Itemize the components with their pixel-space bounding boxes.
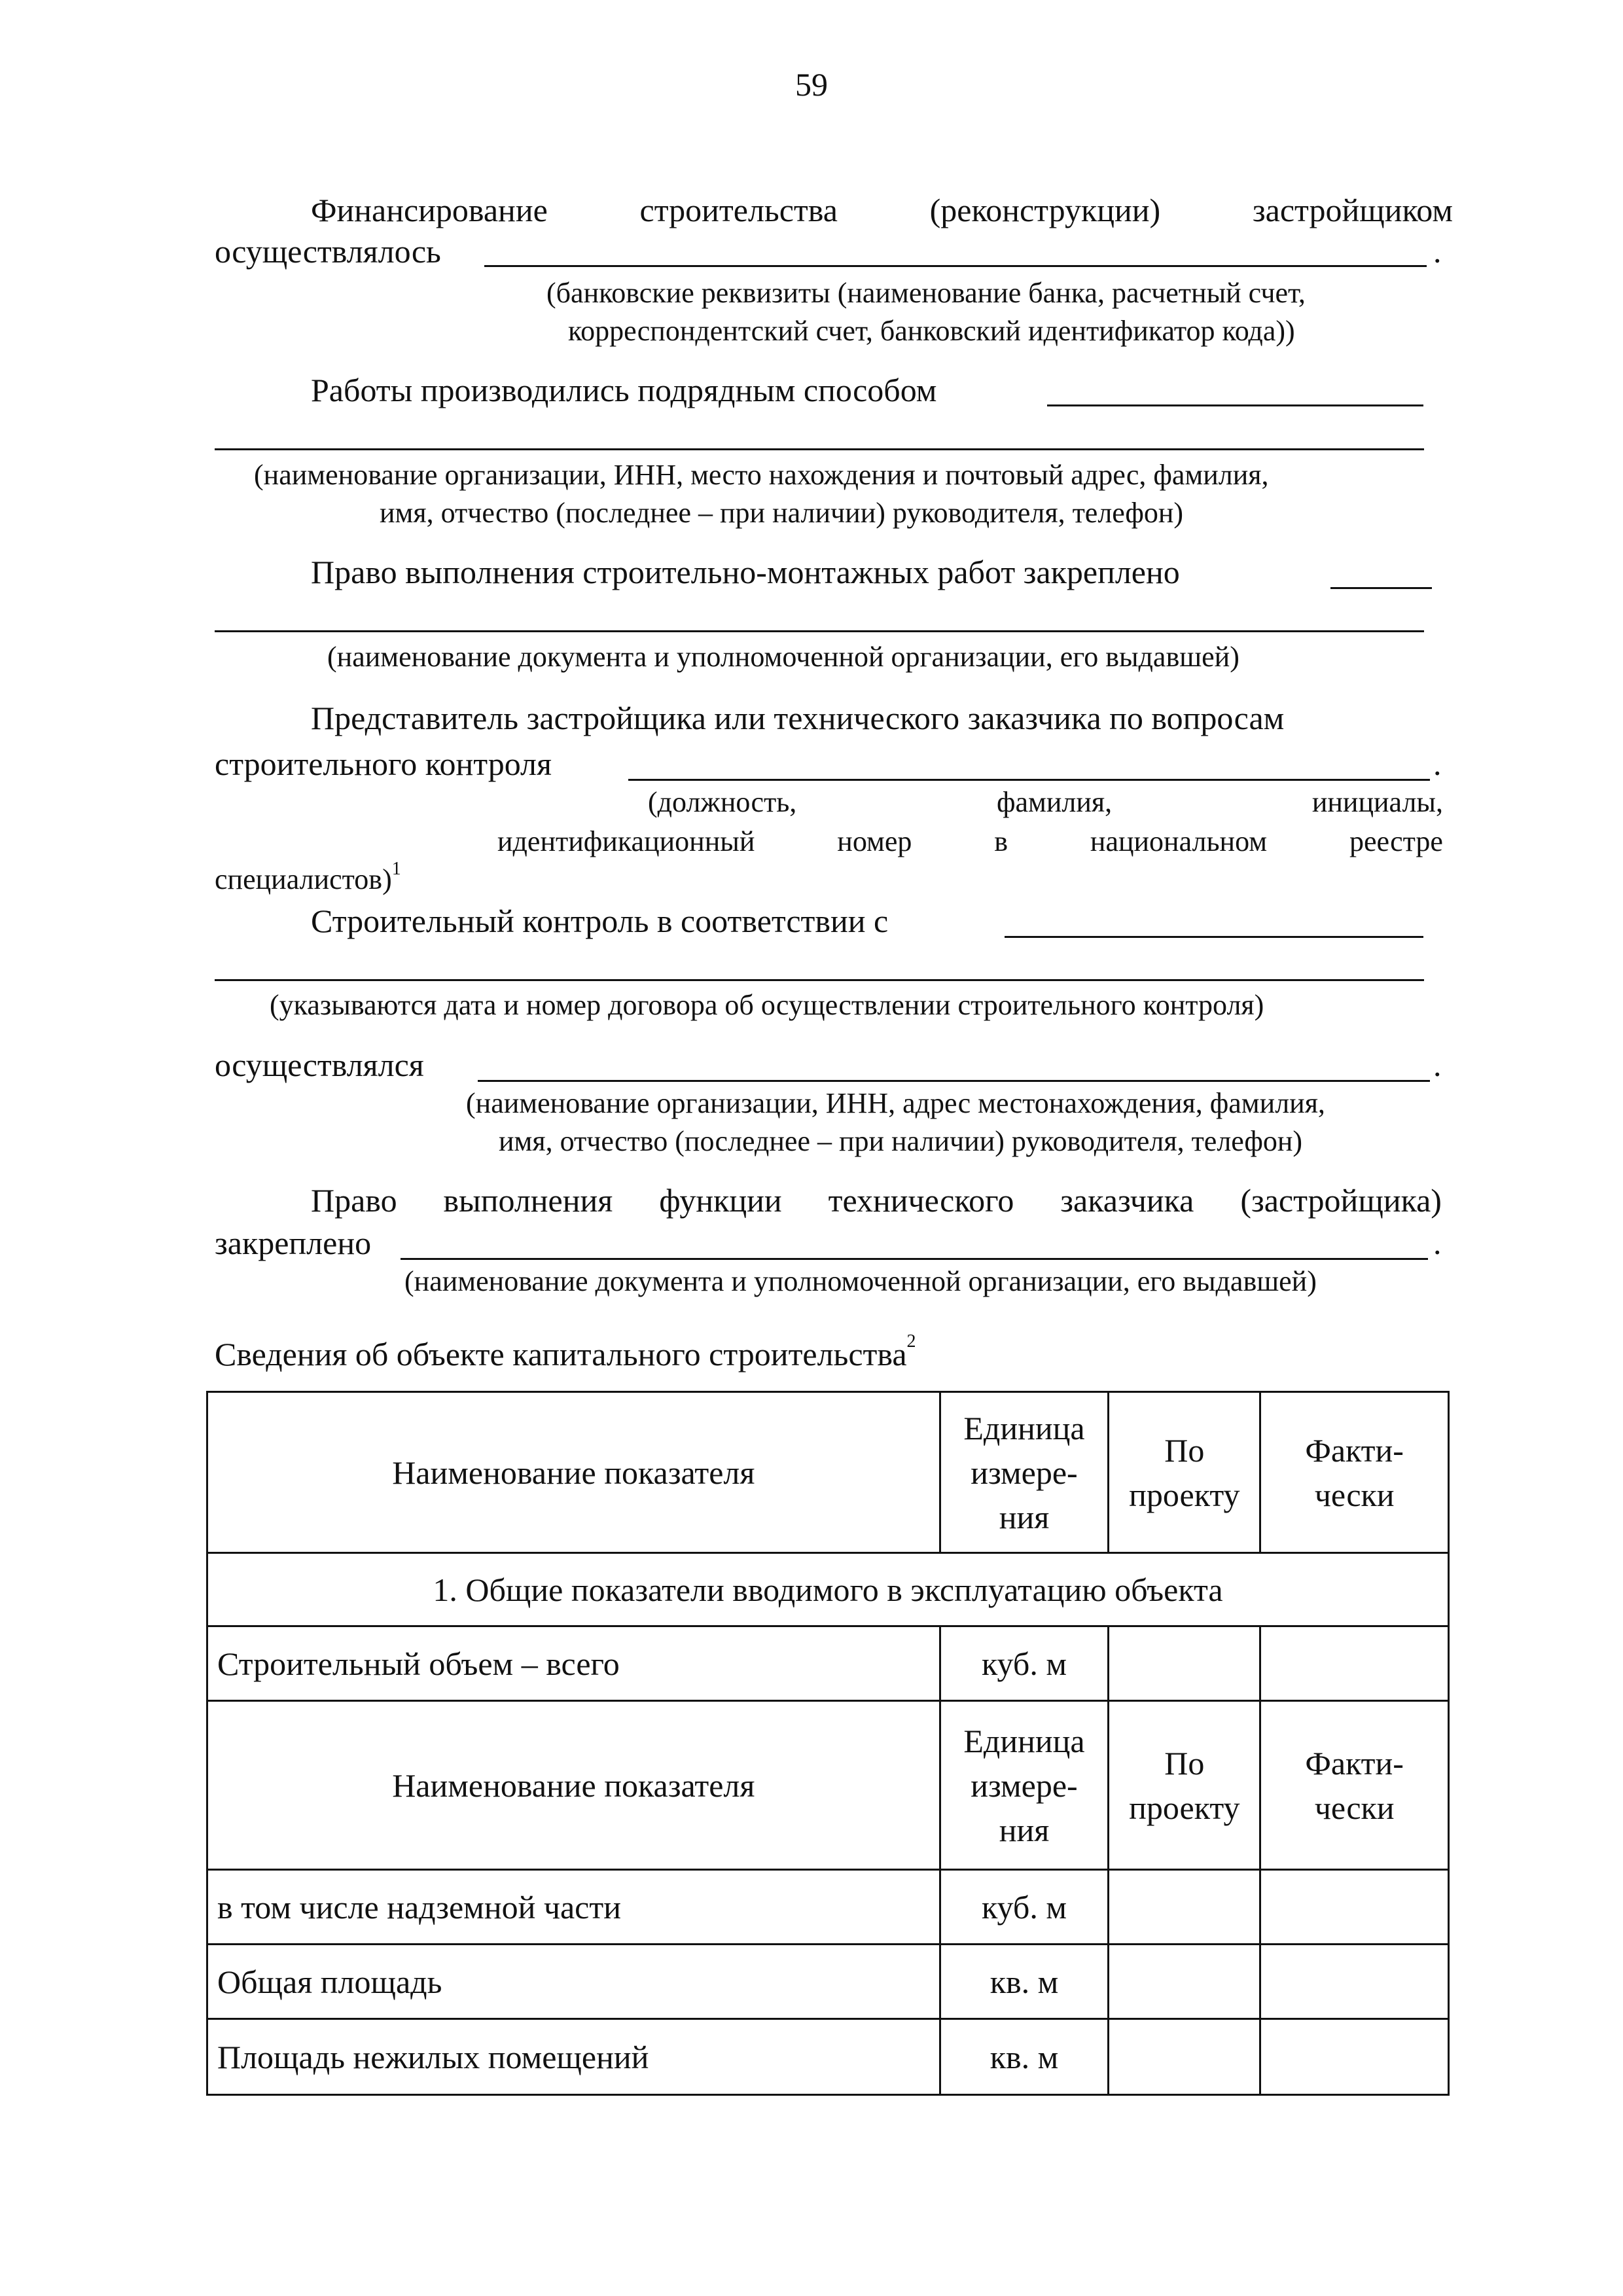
row-actual-cell[interactable] — [1260, 1870, 1449, 1945]
section1-title: 1. Общие показатели вводимого в эксплуатацию объекта — [207, 1553, 1449, 1626]
footnote-2-mark: 2 — [906, 1331, 916, 1352]
row-name: Общая площадь — [207, 1945, 940, 2019]
row-unit: куб. м — [940, 1626, 1109, 1701]
tech-customer-line2: закреплено — [215, 1225, 372, 1261]
representative-caption-1 — [648, 785, 1443, 819]
indicators-table — [206, 1391, 1450, 2096]
control-blank-line-2[interactable] — [215, 979, 1424, 981]
financing-caption-1: (банковские реквизиты (наименование банка, расчетный счет, — [546, 277, 1306, 309]
row-actual-cell[interactable] — [1260, 2019, 1449, 2095]
representative-blank-line[interactable] — [628, 779, 1430, 781]
table-row — [207, 1626, 1449, 1701]
page-number: 59 — [795, 66, 828, 103]
control-performed-caption-2: имя, отчество (последнее – при наличии) руководителя, телефон) — [499, 1125, 1303, 1157]
header-unit: Единица измере- ния — [940, 1392, 1109, 1553]
rep-caption2-word-3: в — [994, 825, 1008, 857]
rep-caption-word-3: инициалы, — [1311, 786, 1443, 818]
section-row — [207, 1553, 1449, 1626]
right-works-caption: (наименование документа и уполномоченной организации, его выдавшей) — [327, 641, 1240, 673]
footnote-1-mark: 1 — [391, 859, 401, 879]
table-header-row-repeat — [207, 1701, 1449, 1870]
control-performed: осуществлялся — [215, 1047, 424, 1083]
row-project-cell[interactable] — [1109, 1870, 1260, 1945]
row-unit: кв. м — [940, 1945, 1109, 2019]
row-actual-cell[interactable] — [1260, 1626, 1449, 1701]
tech-word-6: (застройщика) — [1240, 1182, 1442, 1219]
financing-word-3: (реконструкции) — [929, 192, 1161, 228]
financing-line2: осуществлялось — [215, 233, 441, 270]
table-row — [207, 1945, 1449, 2019]
row-actual-cell[interactable] — [1260, 1945, 1449, 2019]
header-project: По проекту — [1109, 1392, 1260, 1553]
right-works-blank-line-1[interactable] — [1330, 587, 1432, 589]
right-works-text: Право выполнения строительно-монтажных работ закреплено — [311, 554, 1180, 590]
row-unit: куб. м — [940, 1870, 1109, 1945]
control-caption: (указываются дата и номер договора об осуществлении строительного контроля) — [270, 989, 1264, 1021]
representative-caption-3: специалистов)$^1$ — [215, 859, 401, 895]
rep-caption2-word-1: идентификационный — [497, 825, 755, 857]
table-row — [207, 2019, 1449, 2095]
financing-caption-2: корреспондентский счет, банковский идентификатор кода)) — [568, 315, 1295, 347]
representative-line2: строительного контроля — [215, 745, 552, 782]
right-works-blank-line-2[interactable] — [215, 630, 1424, 632]
financing-word-2: строительства — [639, 192, 838, 228]
table-header-row — [207, 1392, 1449, 1553]
row-unit: кв. м — [940, 2019, 1109, 2095]
contractor-blank-line-2[interactable] — [215, 448, 1424, 450]
control-performed-blank-line[interactable] — [478, 1080, 1430, 1082]
rep-caption2-word-5: реестре — [1349, 825, 1443, 857]
representative-caption-2 — [497, 825, 1443, 858]
financing-period: . — [1433, 233, 1442, 270]
row-name: Строительный объем – всего — [207, 1626, 940, 1701]
control-blank-line-1[interactable] — [1005, 936, 1423, 938]
tech-customer-blank-line[interactable] — [401, 1258, 1428, 1260]
header-actual: Факти- чески — [1260, 1392, 1449, 1553]
table-row — [207, 1870, 1449, 1945]
object-info-title: Сведения об объекте капитального строительства$^2$ — [215, 1331, 916, 1372]
row-project-cell[interactable] — [1109, 1626, 1260, 1701]
contractor-caption-2: имя, отчество (последнее – при наличии) руководителя, телефон) — [380, 497, 1184, 529]
tech-word-1: Право — [311, 1182, 397, 1219]
tech-word-3: функции — [659, 1182, 782, 1219]
row-project-cell[interactable] — [1109, 2019, 1260, 2095]
financing-word-4: застройщиком — [1252, 192, 1453, 228]
control-text: Строительный контроль в соответствии с — [311, 903, 889, 939]
row-project-cell[interactable] — [1109, 1945, 1260, 2019]
financing-word-1: Финансирование — [311, 192, 548, 228]
rep-caption2-word-2: номер — [837, 825, 912, 857]
tech-customer-caption: (наименование документа и уполномоченной организации, его выдавшей) — [404, 1265, 1317, 1297]
representative-period: . — [1433, 745, 1442, 782]
rep-caption-word-1: (должность, — [648, 786, 797, 818]
header-name: Наименование показателя — [207, 1392, 940, 1553]
header-unit: Единица измере- ния — [940, 1701, 1109, 1870]
representative-line1: Представитель застройщика или технического заказчика по вопросам — [311, 700, 1285, 736]
contractor-caption-1: (наименование организации, ИНН, место нахождения и почтовый адрес, фамилия, — [254, 459, 1269, 491]
header-actual: Факти- чески — [1260, 1701, 1449, 1870]
control-performed-period: . — [1433, 1047, 1442, 1083]
row-name: в том числе надземной части — [207, 1870, 940, 1945]
tech-customer-line1 — [311, 1181, 1442, 1219]
tech-word-2: выполнения — [443, 1182, 613, 1219]
tech-word-5: заказчика — [1060, 1182, 1194, 1219]
control-performed-caption-1: (наименование организации, ИНН, адрес местонахождения, фамилия, — [466, 1087, 1325, 1119]
tech-word-4: технического — [828, 1182, 1014, 1219]
tech-customer-period: . — [1433, 1225, 1442, 1261]
contractor-text: Работы производились подрядным способом — [311, 372, 937, 408]
header-name: Наименование показателя — [207, 1701, 940, 1870]
financing-blank-line[interactable] — [484, 265, 1427, 267]
rep-caption-word-2: фамилия, — [996, 786, 1113, 818]
row-name: Площадь нежилых помещений — [207, 2019, 940, 2095]
header-project: По проекту — [1109, 1701, 1260, 1870]
contractor-blank-line-1[interactable] — [1047, 404, 1423, 406]
rep-caption2-word-4: национальном — [1090, 825, 1268, 857]
financing-line1 — [311, 191, 1453, 229]
